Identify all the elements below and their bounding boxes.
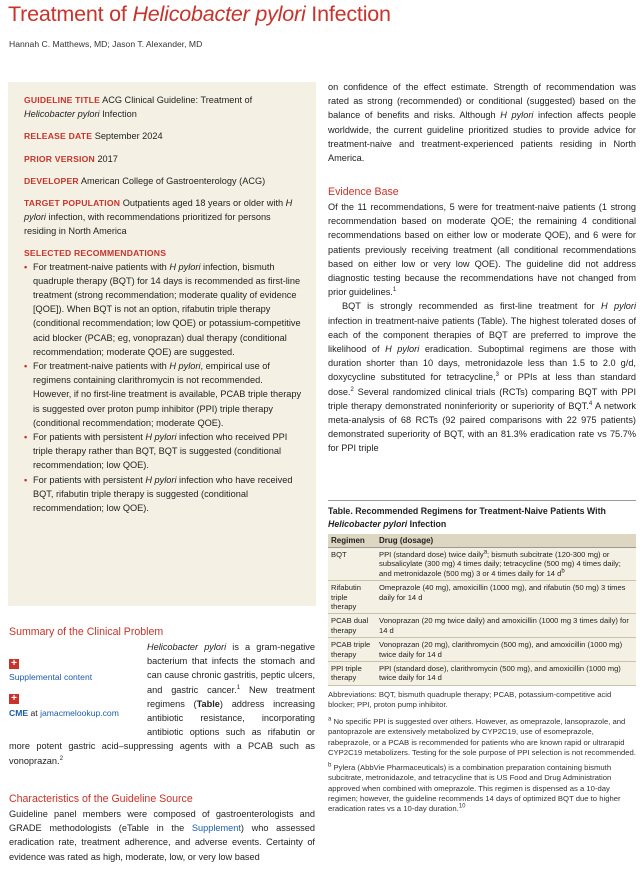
table-abbreviations: Abbreviations: BQT, bismuth quadruple therapy; PCAB, potassium-competitive acid blocker; PPI, proton pump inhibitor. [328,689,612,710]
table-row: PCAB dual therapy Vonoprazan (20 mg twice daily) and amoxicillin (1000 mg 3 times daily) for 14 d [328,614,636,638]
supplemental-content-link[interactable]: Supplemental content [9,672,93,682]
table-row: BQT PPI (standard dose) twice daily$^a$; bismuth subcitrate (120-300 mg) or subsalicylate (300 mg) 4 times daily; tetracycline (500 mg) 4 times daily; and metronidazole (500 mg) 3 or 4 times daily for 14 $d^b$ [328,548,636,581]
characteristics-section [9,791,315,864]
clinical-problem-section [9,624,315,768]
release-date: RELEASE DATE September 2024 [24,131,163,142]
table-footnote-a: $^a$ No specific PPI is suggested over others. However, as omeprazole, lansoprazole, and pantoprazole are extensively metabolized by CYP2C19, use of esomeprazole, rabeprazole, or a PCAB is recommended for patients who are known rapid or ultrarapid CYP2C19 metabolizers. Testing for the sole purpose of PPI selection is not recommended. [328,716,636,757]
prior-version: PRIOR VERSION 2017 [24,153,118,164]
sidebar-links [9,640,147,732]
selected-recommendations-heading: SELECTED RECOMMENDATIONS [24,247,167,258]
target-population: TARGET POPULATION Outpatients aged 18 years or older with H pylori infection, with recommendations prioritized for persons residing in North America [24,198,293,237]
characteristics-text-left: Guideline panel members were composed of gastroenterologists and GRADE methodologists (eTable in the Supplement) who assessed eradication rate, treatment adherence, and adverse events. Certainty of evidence was rated as high, moderate, low, or very low based [9,809,315,862]
authors: Hannah C. Matthews, MD; Jason T. Alexander, MD [9,39,203,49]
characteristics-text-right: on confidence of the effect estimate. Strength of recommendation was rated as strong (recommended) or conditional (suggested) based on the balance of benefits and risks. Although H pylori infection affects people worldwide, the current guideline prioritized studies to provide advice for treatment-naive and treatment-experienced patients residing in North America. [328,82,636,164]
table-title: Table. Recommended Regimens for Treatment-Naive Patients With Helicobacter pylori Infection [328,500,636,530]
plus-icon[interactable]: + [9,694,19,704]
plus-icon[interactable]: + [9,659,19,669]
evidence-paragraph-2: BQT is strongly recommended as first-line treatment for H pylori infection in treatment-naive patients (Table). The highest tolerated doses of each of the component therapies of BQT are preferred to improve the likelihood of H pylori eradication. Suboptimal regimens are those with duration shorter than 10 days, metronidazole less than 1.5 to 2.0 g/d, doxycycline substituted for tetracycline,$^3$ or PPIs at less than standard dose.$^2$ Several randomized clinical trials (RCTs) comparing BQT with PPI triple therapy demonstrated noninferiority or superiority of BQT.$^4$ A network meta-analysis of 68 RCTs (92 paired comparisons with 22 975 patients) demonstrated superiority of BQT, with an 81.3% eradication rate vs 75.7% for PPI triple [328,301,637,454]
clinical-problem-text: Helicobacter pylori is a gram-negative bacterium that infects the stomach and can cause chronic gastritis, peptic ulcers, and gastric cancer.$^1$ New treatment regimens (Table) address increasing antibiotic resistance, incorporating antibiotic options such as rifabutin or more potent gastric acid–suppressing agents with a PCAB such as vonoprazan.$^2$ [9,642,315,766]
table-row: Rifabutin triple therapy Omeprazole (40 mg), amoxicillin (1000 mg), and rifabutin (50 mg) 3 times daily for 14 d [328,581,636,614]
list-item: • For treatment-naive patients with H pylori, empirical use of regimens containing clarithromycin is not recommended. However, if no first-line treatment is available, PCAB triple therapy is suggested over proton pump inhibitor (PPI) triple therapy (conditional recommendation; moderate QOE). [24,361,302,428]
recommendations-list [24,260,303,516]
evidence-base-section [328,184,636,456]
column-header: Drug (dosage) [376,534,636,548]
clinical-problem-heading: Summary of the Clinical Problem [9,626,164,638]
table-header-row [328,534,636,548]
evidence-paragraph-1: Of the 11 recommendations, 5 were for treatment-naive patients (1 strong recommendation based on moderate QOE; the remaining 4 conditional recommendations based on either low or moderate QOE), and 6 were for patients previously receiving treatment (all conditional recommendations based on either low or very low QOE). The guideline did not address diagnostic testing because the recommendations have not changed from prior guidelines.$^1$ [328,202,636,298]
article-title: Treatment of Helicobacter pylori Infection [8,2,391,26]
characteristics-continuation [328,80,636,172]
table-row: PPI triple therapy PPI (standard dose), clarithromycin (500 mg), and amoxicillin (1000 mg) twice daily for 14 d [328,662,636,686]
developer: DEVELOPER American College of Gastroenterology (ACG) [24,175,266,186]
table-row: PCAB triple therapy Vonoprazan (20 mg), clarithromycin (500 mg), and amoxicillin (1000 mg) twice daily for 14 d [328,638,636,662]
supplement-link[interactable]: Supplement [191,823,241,834]
regimens-data-table [328,534,636,686]
regimens-table [328,500,636,814]
list-item: • For treatment-naive patients with H pylori infection, bismuth quadruple therapy (BQT) for 14 days is recommended as first-line treatment (strong recommendation; moderate quality of evidence [QOE]). When BQT is not an option, rifabutin triple therapy (conditional recommendation; low QOE) or potassium-competitive acid blocker (PCAB; eg, vonoprazan) dual therapy (conditional recommendation; moderate QOE) are suggested. [24,261,301,357]
cme-link[interactable]: CME at jamacmelookup.com [9,708,119,718]
list-item: • For patients with persistent H pylori infection who received PPI triple therapy rather than BQT, BQT is suggested (conditional recommendation; low QOE). [24,432,288,471]
column-header: Regimen [328,534,376,548]
table-footnote-b: $^b$ Pylera (AbbVie Pharmaceuticals) is a combination preparation containing bismuth subcitrate, metronidazole, and tetracycline that is US Food and Drug Administration approved when combined with omeprazole. This regimen is dispensed as a 10-day regimen; however, the guideline recommends 14 days of optimized BQT due to higher eradication rates vs a 10-day duration.$^{10}$ [328,762,621,813]
characteristics-heading: Characteristics of the Guideline Source [9,793,193,805]
evidence-base-heading: Evidence Base [328,186,399,198]
guideline-title: GUIDELINE TITLE ACG Clinical Guideline: Treatment of Helicobacter pylori Infection [24,95,253,120]
guideline-summary-box [8,82,316,606]
list-item: • For patients with persistent H pylori infection who have received BQT, rifabutin triple therapy is suggested (conditional recommendation; low QOE). [24,474,293,514]
